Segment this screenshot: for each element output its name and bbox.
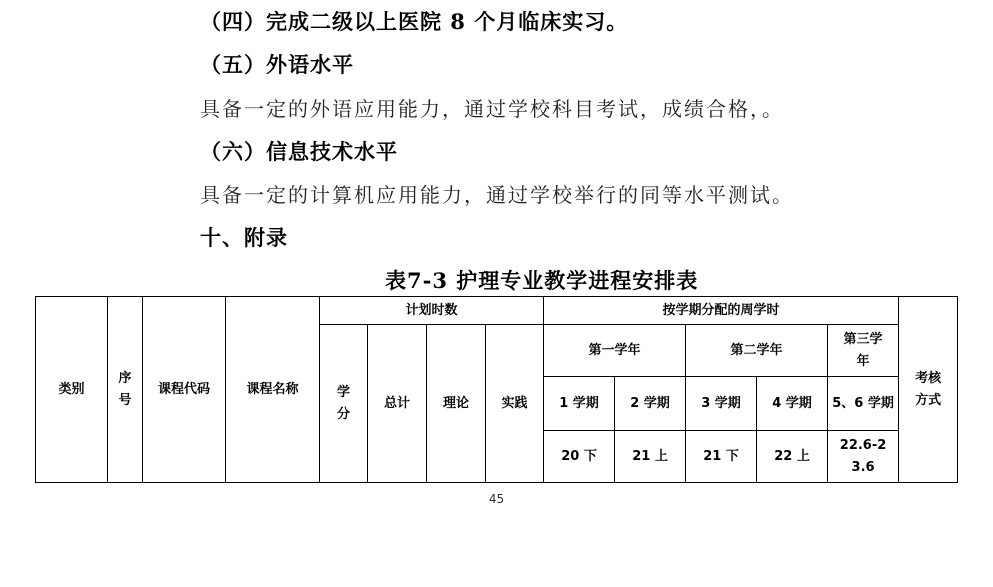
header-total: 总计 [368, 325, 427, 483]
term-date-3: 21 下 [686, 431, 757, 483]
header-weekly-hours: 按学期分配的周学时 [544, 297, 899, 325]
paragraph-it-level: 具备一定的计算机应用能力，通过学校举行的同等水平测试。 [200, 183, 794, 207]
schedule-table [35, 296, 958, 483]
term-date-1: 20 下 [544, 431, 615, 483]
heading-clinical-internship: （四）完成二级以上医院 8 个月临床实习。 [200, 9, 629, 34]
header-sem3: 3 学期 [686, 377, 757, 431]
header-sem2: 2 学期 [615, 377, 686, 431]
header-seq: 序号 [108, 297, 143, 483]
heading-appendix: 十、附录 [200, 225, 288, 250]
header-practice: 实践 [486, 325, 544, 483]
header-sem4: 4 学期 [757, 377, 828, 431]
term-date-4: 22 上 [757, 431, 828, 483]
header-category: 类别 [36, 297, 108, 483]
header-year2: 第二学年 [686, 325, 828, 377]
table-title: 表7-3 护理专业教学进程安排表 [385, 268, 699, 293]
header-course-code: 课程代码 [143, 297, 226, 483]
page-number: 45 [488, 492, 505, 506]
term-date-56: 22.6-23.6 [828, 431, 899, 483]
header-year1: 第一学年 [544, 325, 686, 377]
heading-foreign-language: （五）外语水平 [200, 52, 354, 77]
heading-it-level: （六）信息技术水平 [200, 139, 398, 164]
header-sem56: 5、6 学期 [828, 377, 899, 431]
paragraph-foreign-language: 具备一定的外语应用能力，通过学校科目考试，成绩合格，。 [200, 97, 784, 121]
header-planned-hours: 计划时数 [320, 297, 544, 325]
header-course-name: 课程名称 [226, 297, 320, 483]
header-assessment: 考核方式 [899, 297, 958, 483]
header-credits: 学分 [320, 325, 368, 483]
header-year3: 第三学年 [828, 325, 899, 377]
header-sem1: 1 学期 [544, 377, 615, 431]
term-date-2: 21 上 [615, 431, 686, 483]
header-theory: 理论 [427, 325, 486, 483]
